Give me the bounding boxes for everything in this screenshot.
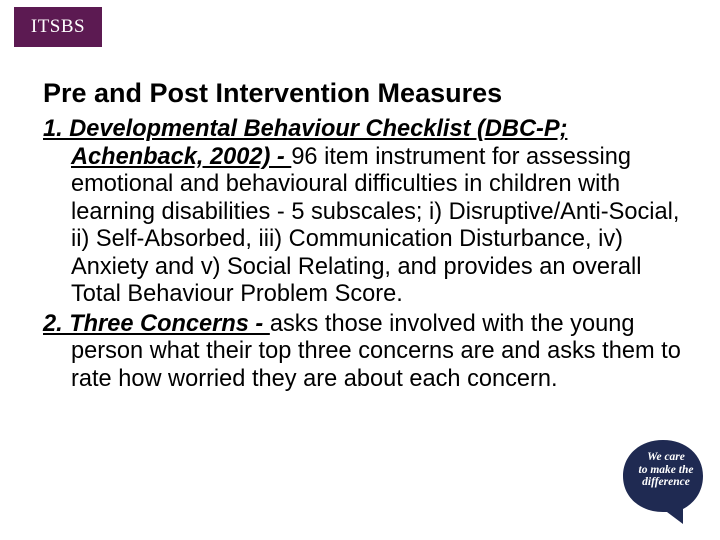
badge-line-3: difference (642, 476, 690, 488)
page-title: Pre and Post Intervention Measures (43, 78, 503, 108)
list-item-dbc (43, 116, 693, 309)
logo-text: ITSBS (30, 16, 86, 37)
badge-line-1: We care (647, 451, 685, 463)
item-text-three-concerns: asks those involved with the young person what their top three concerns are and asks them to rate how worried they are about each concern. (71, 310, 681, 392)
item-lead-three-concerns: 2. Three Concerns - (43, 310, 270, 337)
measures-list (43, 116, 693, 395)
itsbs-logo (14, 7, 102, 47)
item-text-dbc: 96 item instrument for assessing emotional and behavioural difficulties in children with learning disabilities - 5 subscales; i) Disruptive/Anti-Social, ii) Self-Absorbed, iii) Communication Disturbance, iv) Anxiety and v) Social Relating, and provides an overall Total Behaviour Problem Score. (71, 143, 680, 307)
list-item-three-concerns (43, 311, 693, 394)
badge-line-2: to make the (638, 463, 694, 476)
badge-slogan (631, 451, 701, 489)
item-lead-dbc: 1. Developmental Behaviour Checklist (DBC-P; Achenback, 2002) - (43, 116, 568, 170)
